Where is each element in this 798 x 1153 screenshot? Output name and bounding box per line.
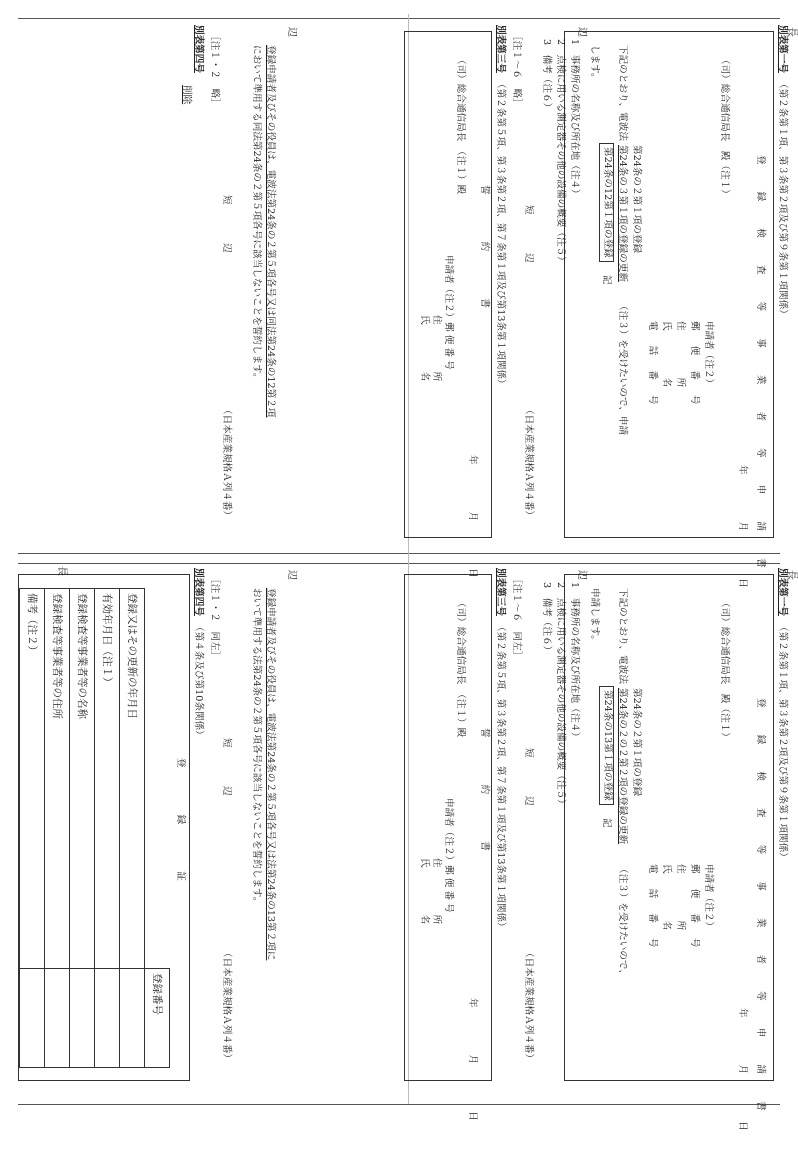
reg-row-label: 登録検査等事業者等の住所: [45, 589, 70, 969]
new-form1-note: ［注１～６ 同左］: [509, 574, 522, 660]
old-form3-heading: 別表第三号: [493, 25, 506, 73]
new-form3-date: 年 月 日: [465, 998, 478, 1143]
new-form1-body-prefix: 下記のとおり、電波法: [615, 588, 628, 684]
old-form1-short-side: 短 辺: [521, 205, 534, 263]
new-form1-heading-ref: （第２条第１項、第３条第２項及び第９条第１項関係）: [775, 622, 788, 862]
table-row: [20, 589, 45, 1068]
old-form1-option-c: 第24条の12第１項の登録: [599, 143, 614, 262]
new-form1-addressee: （司）総合通信局長 殿（注１）: [717, 598, 730, 742]
old-form1-note: ［注１～６ 略］: [509, 31, 522, 108]
old-form1-edge-mark: 辺: [575, 27, 589, 37]
new-form1-body-line2: 申請します。: [587, 588, 600, 645]
new-text-section-cont: [8, 568, 278, 1088]
old-form1-item1: 1 事務所の名称及び所在地（注４）: [567, 39, 580, 199]
new-form3-name: 氏 名: [417, 858, 430, 946]
old-form1-addressee: （司）総合通信局長 殿（注１）: [717, 55, 730, 199]
table-row: [95, 589, 120, 1068]
old-form3-short-side: 短 辺: [219, 195, 232, 253]
new-form3-edge-mark: 辺: [285, 570, 299, 580]
old-form1-frame: [564, 31, 774, 538]
reg-row-value: [120, 969, 145, 1068]
new-form1-edge-mark: 辺: [575, 570, 589, 580]
old-form3-title: 誓 約 書: [477, 185, 490, 330]
new-form1-postal: 郵 便 番 号: [687, 864, 700, 954]
old-form1-name: 氏 名: [659, 321, 672, 409]
old-form1-jis: （日本産業規格Ａ列４番）: [521, 405, 534, 520]
reg-row-label: 登録又はその更新の年月日: [120, 589, 145, 969]
old-form3-edge-mark: 辺: [285, 27, 299, 37]
middle-rule-lower: [18, 563, 780, 564]
new-form1-item2: 2 点検に用いる測定器その他の設備の概要（注５）: [553, 582, 566, 809]
table-cell-blank: [145, 589, 170, 969]
reg-row-value: [20, 969, 45, 1068]
new-form1-address: 住 所: [673, 864, 686, 952]
new-form1-title: 登 録 検 査 等 事 業 者 等 申 請 書: [753, 698, 766, 1123]
old-form3-applicant: 申請者（注２）郵 便 番 号: [441, 255, 454, 370]
old-form1-item2: 2 点検に用いる測定器その他の設備の概要（注５）: [553, 39, 566, 266]
new-form1-item3: 3 備考（注６）: [539, 582, 552, 655]
old-form1-long-mark: 長: [785, 27, 798, 37]
old-form1-title: 登 録 検 査 等 事 業 者 等 申 請 書: [753, 155, 766, 580]
bottom-rule: [18, 1104, 780, 1105]
new-form1-phone: 電 話 番 号: [645, 864, 658, 954]
old-form3-jis: （日本産業規格Ａ列４番）: [219, 405, 232, 520]
table-row: [145, 589, 170, 1068]
reg-row-value: [70, 969, 95, 1068]
new-form1-frame: [564, 574, 774, 1081]
new-form1-date: 年 月 日: [735, 1008, 748, 1153]
new-form4-registration-table: [19, 588, 170, 1068]
table-row: [120, 589, 145, 1068]
reg-row-value: [45, 969, 70, 1068]
new-form3-applicant: 申請者（注２）郵 便 番 号: [441, 798, 454, 913]
old-form1-heading: 別表第一号: [775, 25, 788, 73]
old-form1-ki: 記: [599, 275, 612, 285]
reg-row-label: 備考（注２）: [20, 589, 45, 969]
new-form3-short-side: 短 辺: [219, 738, 232, 796]
new-form3-jis: （日本産業規格Ａ列４番）: [219, 948, 232, 1063]
new-form1-option-c: 第24条の13第１項の登録: [599, 686, 614, 805]
old-form1-applicant-label: 申請者（注２）: [701, 321, 714, 388]
new-form3-address: 住 所: [429, 858, 442, 946]
reg-row-label: 登録検査等事業者等の名称: [70, 589, 95, 969]
old-form3-date: 年 月 日: [465, 455, 478, 600]
reg-row-value: [95, 969, 120, 1068]
old-form1-date: 年 月 日: [735, 465, 748, 610]
new-form3-heading: 別表第三号: [493, 568, 506, 616]
new-form4-heading: 別表第四号: [191, 568, 204, 616]
reg-no-label: 登録番号: [145, 969, 170, 1068]
old-form1-body-prefix: 下記のとおり、電波法: [615, 45, 628, 141]
new-form3-body-line2: おいて準用する法第24条の２第５項各号に該当しないことを誓約します。: [249, 588, 262, 906]
old-form3-addressee: （司）総合通信局長 （注１）殿: [453, 55, 466, 194]
new-form3-note: ［注１・２ 同左］: [207, 574, 220, 660]
new-form3-body-line1: 登録申請者及びその役員は、電波法第24条の２第５項各号又は法第24条の13第２項に: [263, 588, 276, 960]
new-form1-ki: 記: [599, 818, 612, 828]
old-form1-postal: 郵 便 番 号: [687, 321, 700, 411]
new-text-section: [404, 568, 788, 1088]
new-form4-heading-ref: （第４条及び第10条関係）: [191, 622, 204, 740]
old-form1-heading-ref: （第２条第１項、第３条第２項及び第９条第１項関係）: [775, 79, 788, 319]
new-form4-long-mark: 長: [55, 566, 69, 576]
old-form1-body-suffix: （注３）を受けたいので、申請: [615, 301, 628, 435]
old-form1-body-line2: します。: [587, 45, 600, 83]
old-form1-phone: 電 話 番 号: [645, 321, 658, 411]
old-form1-option-a: 第24条の２第１項の登録: [629, 145, 642, 253]
table-row: [45, 589, 70, 1068]
reg-row-label: 有効年月日（注１）: [95, 589, 120, 969]
old-form1-item3: 3 備考（注６）: [539, 39, 552, 112]
new-form3-addressee: （司）総合通信局長 （注１）殿: [453, 598, 466, 737]
new-form3-heading-ref: （第２条第５項、第３条第２項、第７条第１項及び第13条第１項関係）: [493, 622, 506, 932]
old-form3-heading-ref: （第２条第５項、第３条第２項、第７条第１項及び第13条第１項関係）: [493, 79, 506, 389]
new-form1-option-b: 第24条の２の２第２項の登録の更新: [615, 688, 628, 844]
table-row: [70, 589, 95, 1068]
top-rule: [18, 18, 780, 19]
old-form3-address: 住 所: [429, 315, 442, 403]
old-form4-heading: 別表第四号: [191, 25, 204, 73]
old-form3-body-line1: 登録申請者及びその役員は、電波法第24条の２第５項各号又は同法第24条の12第２項: [263, 45, 276, 417]
old-form3-name: 氏 名: [417, 315, 430, 403]
old-form1-option-b: 第24条の３第１項の登録の更新: [615, 145, 628, 282]
old-text-section-cont: [158, 25, 278, 545]
new-form1-short-side: 短 辺: [521, 748, 534, 806]
new-form1-item1: 1 事務所の名称及び所在地（注４）: [567, 582, 580, 742]
new-form1-body-suffix: （注３）を受けたいので、: [615, 864, 628, 979]
new-form1-name: 氏 名: [659, 864, 672, 952]
old-form3-note: ［注１・２ 略］: [207, 31, 220, 108]
new-form1-jis: （日本産業規格Ａ列４番）: [521, 948, 534, 1063]
new-form1-applicant-label: 申請者（注２）: [701, 864, 714, 931]
old-form3-body-line2: において準用する同法第24条の２第５項各号に該当しないことを誓約します。: [249, 45, 262, 383]
old-text-section: [404, 25, 788, 545]
new-form1-heading: 別表第一号: [775, 568, 788, 616]
new-form4-title: 登 録 証: [173, 758, 186, 903]
new-form1-long-mark: 長: [785, 570, 798, 580]
old-form4-status: 削除: [179, 85, 192, 104]
middle-rule-upper: [18, 553, 780, 554]
old-form1-address: 住 所: [673, 321, 686, 409]
new-form1-option-a: 第24条の２第１項の登録: [629, 688, 642, 796]
new-form3-title: 誓 約 書: [477, 728, 490, 873]
